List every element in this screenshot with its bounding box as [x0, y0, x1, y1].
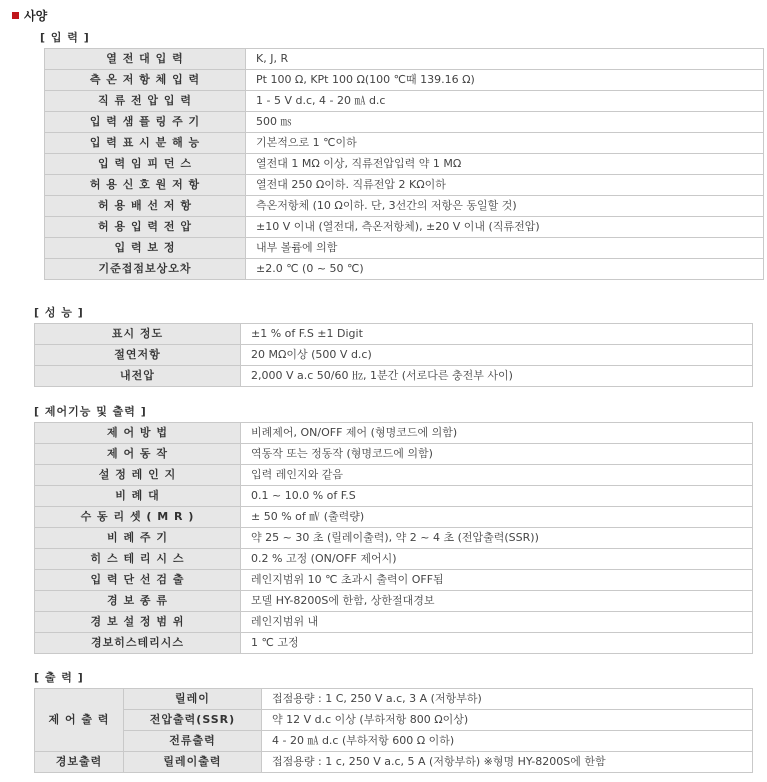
spec-value: 접점용량 : 1 C, 250 V a.c, 3 A (저항부하) — [262, 689, 753, 710]
spec-value: 열전대 250 Ω이하. 직류전압 2 KΩ이하 — [246, 175, 764, 196]
page-title — [12, 6, 47, 24]
table-row — [35, 345, 753, 366]
table-row — [35, 444, 753, 465]
spec-value: 2,000 V a.c 50/60 ㎐, 1분간 (서로다른 충전부 사이) — [241, 366, 753, 387]
spec-value: Pt 100 Ω, KPt 100 Ω(100 ℃때 139.16 Ω) — [246, 70, 764, 91]
spec-label: 입 력 단 선 검 출 — [35, 570, 241, 591]
output-group-label: 제 어 출 력 — [35, 689, 124, 752]
spec-label: 허 용 입 력 전 압 — [45, 217, 246, 238]
table-row — [45, 49, 764, 70]
table-row — [45, 112, 764, 133]
spec-label: 릴레이출력 — [124, 752, 262, 773]
table-row — [45, 259, 764, 280]
spec-value: 레인지범위 내 — [241, 612, 753, 633]
spec-value: 역동작 또는 정동작 (형명코드에 의함) — [241, 444, 753, 465]
output-group-label: 경보출력 — [35, 752, 124, 773]
spec-value: ±2.0 ℃ (0 ~ 50 ℃) — [246, 259, 764, 280]
spec-label: 표시 정도 — [35, 324, 241, 345]
table-row — [35, 752, 753, 773]
page-title-text: 사양 — [24, 8, 48, 23]
output-spec-table — [34, 688, 753, 773]
spec-value: ± 50 % of ㎷ (출력량) — [241, 507, 753, 528]
spec-label: 직 류 전 압 입 력 — [45, 91, 246, 112]
spec-label: 절연저항 — [35, 345, 241, 366]
table-row — [35, 591, 753, 612]
spec-label: 비 례 대 — [35, 486, 241, 507]
spec-value: 1 ℃ 고정 — [241, 633, 753, 654]
performance-spec-table — [34, 323, 753, 387]
spec-value: 열전대 1 MΩ 이상, 직류전압입력 약 1 MΩ — [246, 154, 764, 175]
spec-value: 비례제어, ON/OFF 제어 (형명코드에 의함) — [241, 423, 753, 444]
table-row — [35, 612, 753, 633]
spec-value: 4 - 20 ㎃ d.c (부하저항 600 Ω 이하) — [262, 731, 753, 752]
table-row — [35, 731, 753, 752]
spec-value: 기본적으로 1 ℃이하 — [246, 133, 764, 154]
spec-value: 약 12 V d.c 이상 (부하저항 800 Ω이상) — [262, 710, 753, 731]
table-row — [45, 91, 764, 112]
spec-value: ±1 % of F.S ±1 Digit — [241, 324, 753, 345]
section-heading-control: [ 제어기능 및 출력 ] — [34, 405, 147, 418]
spec-value: 500 ㎳ — [246, 112, 764, 133]
spec-label: 히 스 테 리 시 스 — [35, 549, 241, 570]
spec-label: 입 력 표 시 분 해 능 — [45, 133, 246, 154]
spec-value: 내부 볼륨에 의함 — [246, 238, 764, 259]
spec-label: 수 동 리 셋 ( M R ) — [35, 507, 241, 528]
section-heading-performance: [ 성 능 ] — [34, 306, 84, 319]
table-row — [35, 507, 753, 528]
spec-value: 측온저항체 (10 Ω이하. 단, 3선간의 저항은 동일할 것) — [246, 196, 764, 217]
spec-label: 경 보 설 정 범 위 — [35, 612, 241, 633]
table-row — [45, 217, 764, 238]
spec-label: 허 용 신 호 원 저 항 — [45, 175, 246, 196]
spec-value: 모델 HY-8200S에 한함, 상한절대경보 — [241, 591, 753, 612]
table-row — [35, 465, 753, 486]
spec-label: 제 어 동 작 — [35, 444, 241, 465]
table-row — [35, 570, 753, 591]
spec-label: 릴레이 — [124, 689, 262, 710]
table-row — [35, 366, 753, 387]
spec-value: 입력 레인지와 같음 — [241, 465, 753, 486]
spec-value: ±10 V 이내 (열전대, 측온저항체), ±20 V 이내 (직류전압) — [246, 217, 764, 238]
spec-value: 20 MΩ이상 (500 V d.c) — [241, 345, 753, 366]
spec-label: 제 어 방 법 — [35, 423, 241, 444]
table-row — [45, 154, 764, 175]
section-heading-input: [ 입 력 ] — [40, 31, 90, 44]
bullet-square-icon — [12, 12, 19, 19]
table-row — [45, 70, 764, 91]
table-row — [35, 633, 753, 654]
spec-value: 레인지범위 10 ℃ 초과시 출력이 OFF됨 — [241, 570, 753, 591]
spec-label: 입 력 샘 플 링 주 기 — [45, 112, 246, 133]
spec-value: K, J, R — [246, 49, 764, 70]
spec-value: 0.2 % 고정 (ON/OFF 제어시) — [241, 549, 753, 570]
spec-label: 열 전 대 입 력 — [45, 49, 246, 70]
spec-label: 측 온 저 항 체 입 력 — [45, 70, 246, 91]
table-row — [35, 710, 753, 731]
table-row — [45, 133, 764, 154]
spec-label: 경보히스테리시스 — [35, 633, 241, 654]
table-row — [35, 423, 753, 444]
spec-label: 허 용 배 선 저 항 — [45, 196, 246, 217]
table-row — [35, 528, 753, 549]
spec-label: 설 정 레 인 지 — [35, 465, 241, 486]
table-row — [35, 486, 753, 507]
table-row — [45, 196, 764, 217]
section-heading-output: [ 출 력 ] — [34, 671, 84, 684]
table-row — [35, 549, 753, 570]
spec-label: 전압출력(SSR) — [124, 710, 262, 731]
spec-value: 접점용량 : 1 c, 250 V a.c, 5 A (저항부하) ※형명 HY-8200S에 한함 — [262, 752, 753, 773]
spec-label: 비 례 주 기 — [35, 528, 241, 549]
spec-value: 약 25 ~ 30 초 (릴레이출력), 약 2 ~ 4 초 (전압출력(SSR)) — [241, 528, 753, 549]
table-row — [45, 238, 764, 259]
control-spec-table — [34, 422, 753, 654]
spec-label: 내전압 — [35, 366, 241, 387]
spec-label: 전류출력 — [124, 731, 262, 752]
spec-label: 입 력 임 피 던 스 — [45, 154, 246, 175]
table-row — [35, 324, 753, 345]
spec-label: 경 보 종 류 — [35, 591, 241, 612]
spec-value: 1 - 5 V d.c, 4 - 20 ㎃ d.c — [246, 91, 764, 112]
spec-value: 0.1 ~ 10.0 % of F.S — [241, 486, 753, 507]
table-row — [35, 689, 753, 710]
spec-label: 입 력 보 정 — [45, 238, 246, 259]
input-spec-table — [44, 48, 764, 280]
table-row — [45, 175, 764, 196]
spec-label: 기준접점보상오차 — [45, 259, 246, 280]
